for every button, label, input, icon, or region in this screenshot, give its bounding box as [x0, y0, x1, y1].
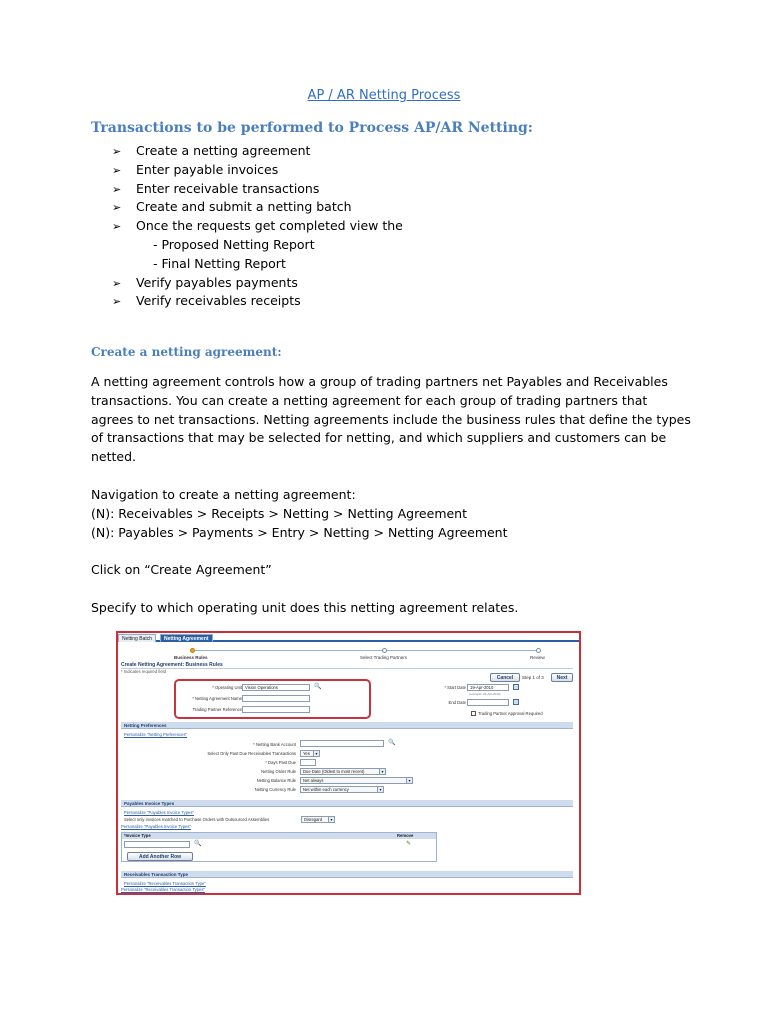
approval-checkbox[interactable] [471, 711, 476, 716]
invoice-type-table [121, 832, 437, 862]
divider [121, 668, 573, 669]
arrow-bullet-icon: ➢ [112, 201, 122, 215]
arrow-bullet-icon: ➢ [112, 295, 122, 309]
balance-rule-select[interactable]: Net always ▾ [300, 777, 413, 784]
list-item: ➢ Once the requests get completed view the [112, 217, 403, 236]
train-label-select-partners: Select Trading Partners [360, 655, 408, 660]
receivables-transaction-type-section: Receivables Transaction Type [121, 871, 573, 878]
payables-invoice-types-section: Payables Invoice Types [121, 800, 573, 807]
start-date-field[interactable]: 19-Apr-2010 [467, 684, 509, 691]
list-item-sub: - Final Netting Report [153, 255, 286, 271]
navigation-block [91, 486, 691, 542]
add-another-row-button[interactable]: Add Another Row [127, 852, 193, 861]
train-step-icon [382, 648, 387, 653]
po-filter-label: Select only invoices matched to Purchase Orders with Outsourced Assemblies [124, 817, 270, 822]
navigation-path-receivables: (N): Receivables > Receipts > Netting > Netting Agreement [91, 505, 468, 521]
list-item: ➢ Verify payables payments [112, 274, 403, 293]
arrow-bullet-icon: ➢ [112, 145, 122, 158]
document-title: AP / AR Netting Process [307, 88, 461, 103]
calendar-icon[interactable] [513, 699, 519, 705]
currency-rule-label: Netting Currency Rule [254, 787, 296, 792]
list-item: ➢ Verify receivables receipts [112, 292, 403, 311]
search-icon[interactable]: 🔍 [194, 841, 202, 847]
invoice-type-field[interactable] [124, 841, 190, 848]
train-step-current-icon [190, 648, 195, 653]
order-rule-select[interactable]: Due Date (Oldest to most recent) ▾ [300, 768, 386, 775]
po-filter-select[interactable]: Disregard ▾ [301, 816, 335, 823]
bank-account-label: * Netting Bank Account [253, 742, 296, 747]
approval-label: Trading Partner Approval Required [478, 711, 543, 716]
list-item: ➢ Enter payable invoices [112, 161, 403, 180]
table-header [122, 833, 436, 839]
personalize-transaction-type-link[interactable]: Personalize "Receivables Transaction Type" [124, 881, 206, 886]
click-instruction: Click on “Create Agreement” [91, 562, 272, 577]
balance-rule-label: Netting Balance Rule [256, 778, 296, 783]
operating-unit-field[interactable]: Vision Operations [242, 684, 310, 691]
list-item: ➢ Create a netting agreement [112, 142, 403, 161]
chevron-down-icon: ▾ [328, 817, 334, 822]
personalize-preferences-link[interactable]: Personalize "Netting Preferences" [124, 732, 188, 737]
process-train [118, 646, 579, 662]
section-heading-create-agreement: Create a netting agreement: [91, 345, 282, 359]
arrow-bullet-icon: ➢ [112, 220, 122, 234]
netting-preferences-section: Netting Preferences [121, 722, 573, 729]
end-date-label: End Date [448, 700, 466, 705]
chevron-down-icon: ▾ [406, 778, 412, 783]
page-title: Create Netting Agreement: Business Rules [121, 662, 223, 668]
col-remove: Remove [397, 833, 414, 838]
next-button[interactable]: Next [551, 673, 573, 682]
agreement-name-field[interactable] [242, 695, 310, 702]
section-heading-transactions: Transactions to be performed to Process AP/AR Netting: [91, 120, 533, 136]
date-format-hint: (example: 24-Apr-2010) [469, 692, 501, 696]
train-step-icon [536, 648, 541, 653]
train-line [192, 650, 540, 651]
currency-rule-select[interactable]: Net within each currency ▾ [300, 786, 384, 793]
netting-agreement-description: A netting agreement controls how a group of trading partners net Payables and Receivables transactions. You can create a netting agreement for each group of trading partners that agrees to net transactions. Netting agreements include the business rules that define the types of transactions that may be selected for netting, and which suppliers and customers can be netted. [91, 374, 691, 465]
partner-reference-label: Trading Partner Reference [192, 707, 242, 712]
train-label-business-rules: Business Rules [174, 655, 208, 660]
navigation-intro: Navigation to create a netting agreement: [91, 487, 356, 502]
order-rule-label: Netting Order Rule [261, 769, 296, 774]
embedded-screenshot [116, 631, 581, 895]
partner-reference-field[interactable] [242, 706, 310, 713]
tab-netting-batch[interactable]: Netting Batch [118, 634, 156, 642]
search-icon[interactable]: 🔍 [314, 684, 322, 690]
navigation-path-payables: (N): Payables > Payments > Entry > Netting > Netting Agreement [91, 524, 508, 540]
cancel-button[interactable]: Cancel [490, 673, 520, 682]
list-item: ➢ Enter receivable transactions [112, 180, 403, 199]
train-label-review: Review [530, 655, 545, 660]
remove-icon[interactable]: ✎ [406, 841, 412, 847]
days-past-due-field[interactable] [300, 759, 316, 766]
chevron-down-icon: ▾ [313, 751, 319, 756]
operating-unit-label: * Operating Unit [212, 685, 242, 690]
search-icon[interactable]: 🔍 [388, 740, 396, 746]
col-invoice-type: *Invoice Type [124, 833, 151, 838]
end-date-field[interactable] [467, 699, 509, 706]
agreement-name-label: * Netting Agreement Name [192, 696, 242, 701]
step-indicator: Step 1 of 3 [522, 675, 544, 680]
specify-instruction: Specify to which operating unit does this netting agreement relates. [91, 600, 519, 615]
arrow-bullet-icon: ➢ [112, 276, 122, 290]
list-item: ➢ Create and submit a netting batch [112, 198, 403, 217]
days-past-due-label: * Days Past Due [265, 760, 296, 765]
transactions-list [112, 142, 403, 311]
calendar-icon[interactable] [513, 684, 519, 690]
past-due-label: Select Only Past Due Receivables Transactions [207, 751, 296, 756]
personalize-invoice-types-link[interactable]: Personalize "Payables Invoice Types" [124, 810, 194, 815]
tab-bar [118, 633, 579, 642]
bank-account-field[interactable] [300, 740, 384, 747]
arrow-bullet-icon: ➢ [112, 163, 122, 177]
personalize-transaction-types-link-2[interactable]: Personalize "Receivables Transaction Types" [121, 887, 205, 892]
past-due-select[interactable]: Yes ▾ [300, 750, 320, 757]
required-note: * Indicates required field [121, 669, 166, 674]
arrow-bullet-icon: ➢ [112, 182, 122, 196]
chevron-down-icon: ▾ [379, 769, 385, 774]
chevron-down-icon: ▾ [377, 787, 383, 792]
list-item-sub: - Proposed Netting Report [153, 236, 315, 252]
tab-netting-agreement[interactable]: Netting Agreement [160, 634, 213, 642]
start-date-label: * Start Date [444, 685, 466, 690]
personalize-invoice-types-link-2[interactable]: Personalize "Payables Invoice Types" [121, 824, 191, 829]
